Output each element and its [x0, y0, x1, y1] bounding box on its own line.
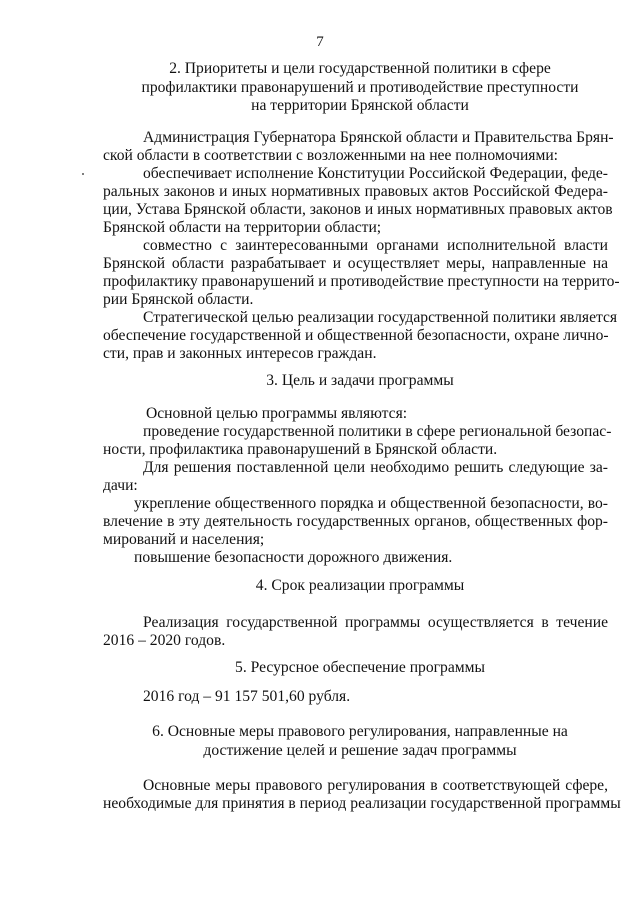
heading-line: профилактики правонарушений и противодействие преступности — [141, 78, 579, 96]
text-line: обеспечивает исполнение Конституции Российской Федерации, феде- — [143, 165, 608, 182]
text-line: профилактику правонарушений и противодействие преступности на террито- — [103, 273, 620, 290]
text-line: необходимые для принятия в период реализации государственной программы — [103, 795, 621, 812]
text-line: Администрация Губернатора Брянской области и Правительства Брян- — [143, 129, 614, 146]
text-line: ции, Устава Брянской области, законов и иных нормативных правовых актов — [103, 201, 613, 218]
heading-line: на территории Брянской области — [251, 97, 469, 114]
text-line: 2016 – 2020 годов. — [103, 632, 226, 649]
section-4-heading — [100, 577, 620, 596]
section-3-heading — [100, 372, 620, 391]
text-line: Брянской области разрабатывает и осуществляет меры, направленные на — [103, 255, 608, 272]
heading-line: 5. Ресурсное обеспечение программы — [235, 659, 485, 676]
text-line: дачи: — [103, 477, 138, 494]
page-number: 7 — [316, 34, 324, 50]
text-line: Основной целью программы являются: — [146, 405, 408, 422]
text-line: укрепление общественного порядка и общественной безопасности, во- — [134, 495, 608, 512]
text-line: Брянской области на территории области; — [103, 219, 382, 236]
section-6-heading — [100, 723, 620, 760]
text-line: ральных законов и иных нормативных правовых актов Российской Федера- — [103, 183, 608, 200]
text-line: проведение государственной политики в сфере региональной безопас- — [143, 423, 612, 440]
heading-line: 2. Приоритеты и цели государственной политики в сфере — [169, 60, 551, 77]
text-line: 2016 год – 91 157 501,60 рубля. — [143, 688, 351, 705]
scan-speck — [82, 173, 84, 175]
section-2-heading — [100, 60, 620, 116]
text-line: совместно с заинтересованными органами исполнительной власти — [143, 237, 608, 254]
heading-line: 4. Срок реализации программы — [255, 577, 465, 594]
section-5-heading — [100, 659, 620, 678]
text-line: сти, прав и законных интересов граждан. — [103, 345, 377, 362]
text-line: обеспечение государственной и общественной безопасности, охране лично- — [103, 327, 609, 344]
text-line: ности, профилактика правонарушений в Брянской области. — [103, 441, 498, 458]
text-line: Стратегической целью реализации государственной политики является — [143, 309, 618, 326]
heading-line: 3. Цель и задачи программы — [266, 372, 454, 389]
text-line: мирований и населения; — [103, 531, 265, 548]
text-line: влечение в эту деятельность государственных органов, общественных фор- — [103, 513, 608, 530]
text-line: Для решения поставленной цели необходимо решить следующие за- — [143, 459, 608, 476]
text-line: Основные меры правового регулирования в соответствующей сфере, — [143, 777, 608, 794]
heading-line: 6. Основные меры правового регулирования, направленные на — [152, 723, 568, 740]
text-line: Реализация государственной программы осуществляется в течение — [143, 614, 608, 631]
text-line: рии Брянской области. — [103, 291, 254, 308]
text-line: повышение безопасности дорожного движения. — [134, 549, 453, 566]
text-line: ской области в соответствии с возложенными на нее полномочиями: — [103, 147, 559, 164]
heading-line: достижение целей и решение задач программы — [203, 741, 517, 759]
